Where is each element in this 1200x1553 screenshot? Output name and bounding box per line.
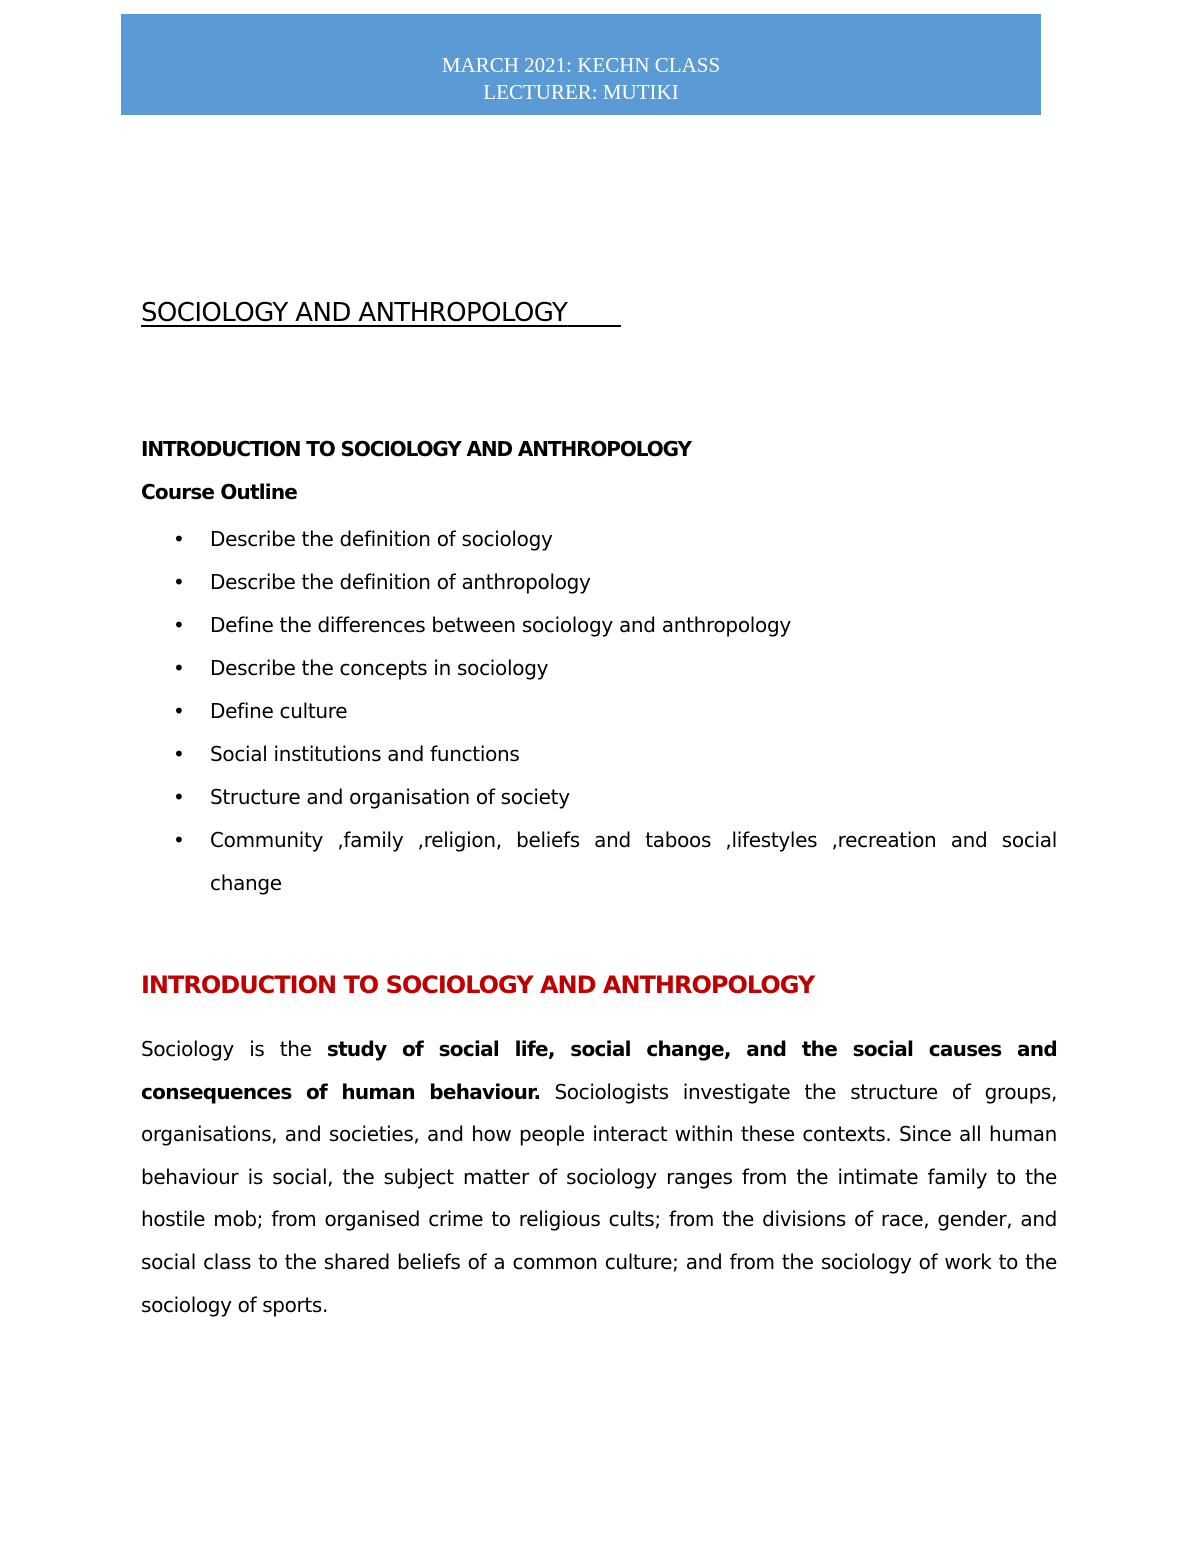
bullet-icon: •	[173, 527, 185, 551]
bullet-icon: •	[173, 742, 185, 766]
course-outline-list	[141, 518, 1057, 905]
sociology-definition-paragraph: Sociology is the study of social life, social change, and the social causes and consequences of human behaviour. Sociologists investigate the structure of groups, organisations, and societies, and how people interact within these contexts. Since all human behaviour is social, the subject matter of sociology ranges from the intimate family to the hostile mob; from organised crime to religious cults; from the divisions of race, gender, and social class to the shared beliefs of a common culture; and from the sociology of work to the sociology of sports.	[141, 1037, 1058, 1317]
list-item: • Define culture	[141, 690, 1057, 733]
document-title: SOCIOLOGY AND ANTHROPOLOGY	[141, 298, 568, 328]
list-item: • Structure and organisation of society	[141, 776, 1057, 819]
section-heading: INTRODUCTION TO SOCIOLOGY AND ANTHROPOLOGY	[141, 971, 815, 999]
header-lecturer-line: LECTURER: MUTIKI	[483, 80, 679, 104]
header-banner	[121, 14, 1041, 115]
intro-heading: INTRODUCTION TO SOCIOLOGY AND ANTHROPOLOGY	[141, 437, 691, 461]
bullet-icon: •	[173, 570, 185, 594]
list-item: • Describe the definition of sociology	[141, 518, 1057, 561]
list-item: • Community ,family ,religion, beliefs and taboos ,lifestyles ,recreation and social change	[141, 819, 1057, 905]
definition-emphasis: study of social life, social change, and the social causes and consequences of human behaviour.	[141, 1037, 1057, 1104]
bullet-icon: •	[173, 699, 185, 723]
bullet-icon: •	[173, 656, 185, 680]
list-item: • Social institutions and functions	[141, 733, 1057, 776]
list-item: • Describe the concepts in sociology	[141, 647, 1057, 690]
bullet-icon: •	[173, 785, 185, 809]
list-item: • Define the differences between sociology and anthropology	[141, 604, 1057, 647]
bullet-icon: •	[173, 828, 185, 852]
header-class-line: MARCH 2021: KECHN CLASS	[441, 53, 721, 77]
course-outline-label: Course Outline	[141, 480, 298, 504]
list-item: • Describe the definition of anthropology	[141, 561, 1057, 604]
bullet-icon: •	[173, 613, 185, 637]
